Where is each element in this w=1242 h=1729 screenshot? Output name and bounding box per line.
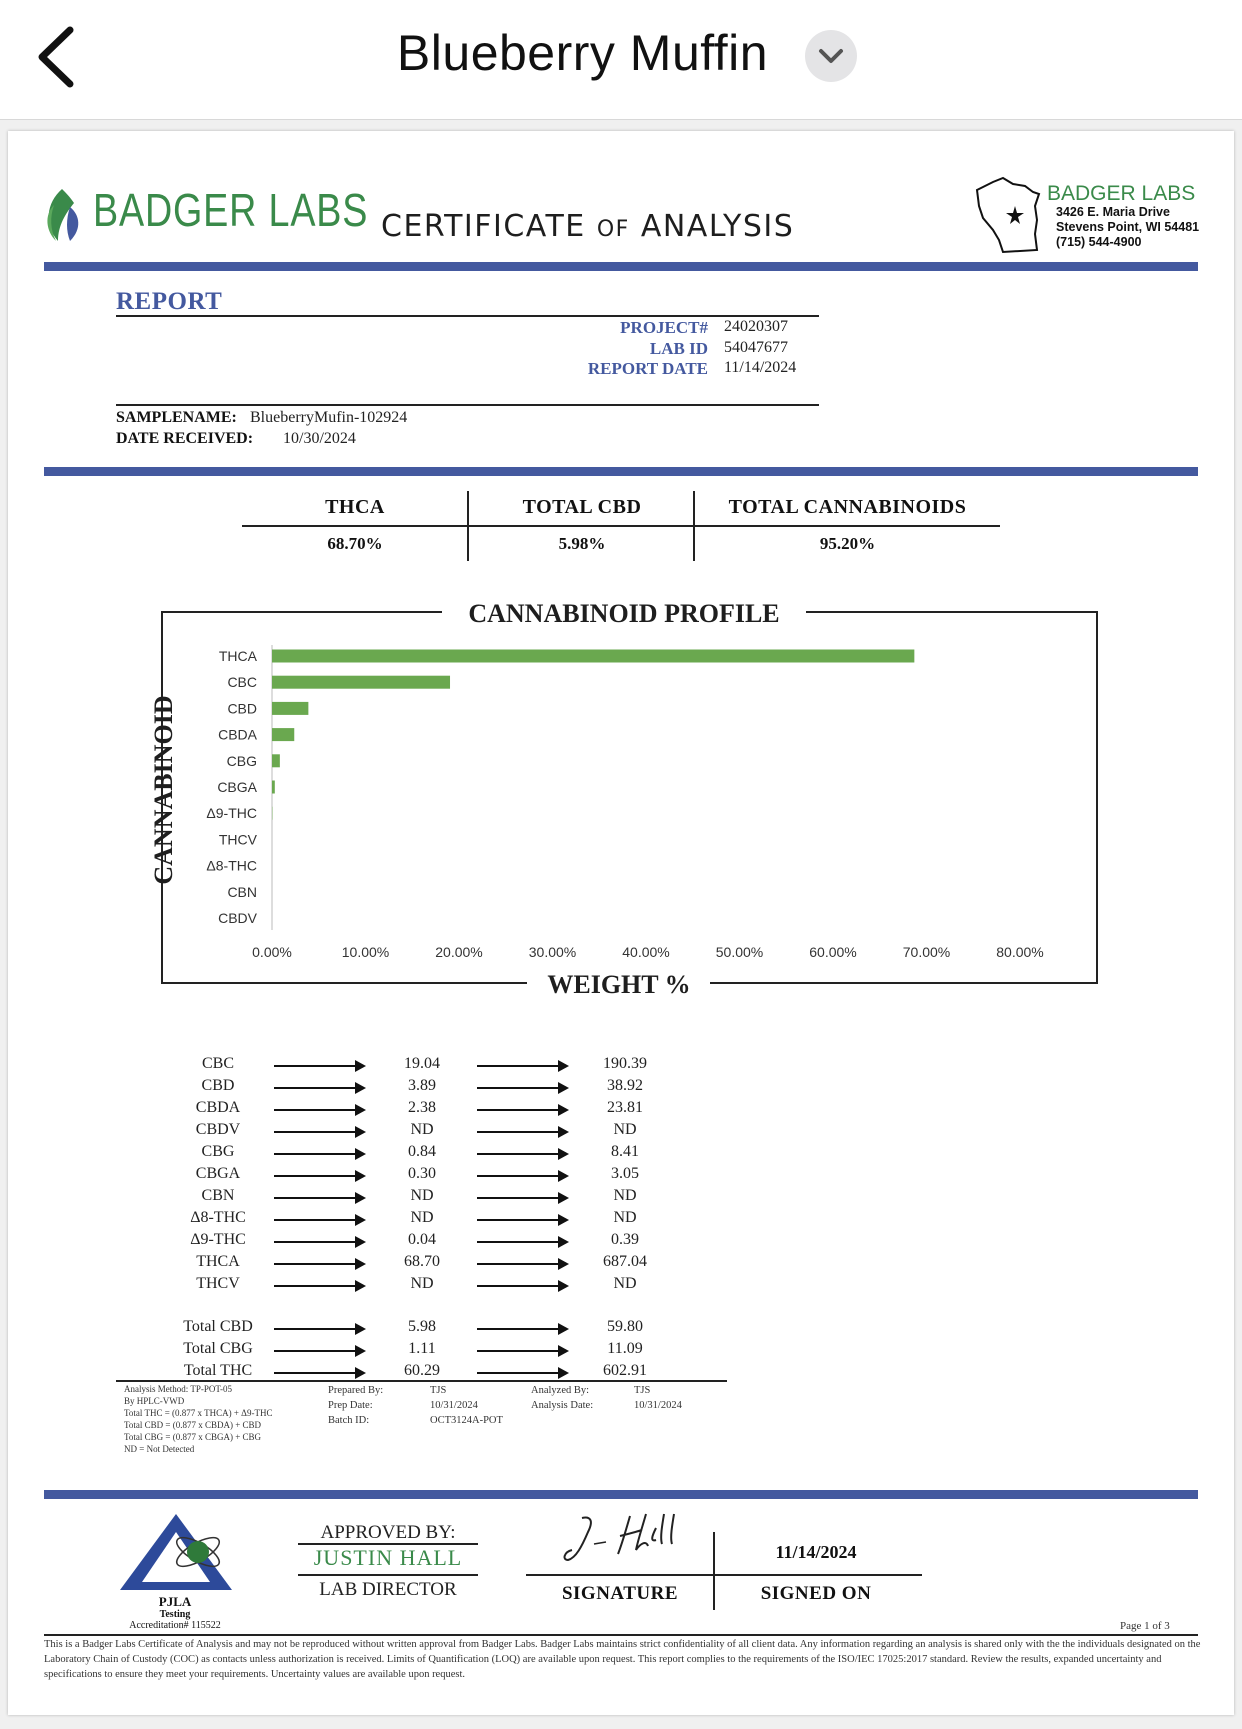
chart-x-tick-label: 50.00% [715,944,764,960]
chart-x-tick-label: 0.00% [252,944,292,960]
table-cell-mg: 8.41 [611,1143,639,1160]
title-word-of: OF [596,217,630,242]
table-cell-cannabinoid: Total CBD [183,1318,253,1335]
accreditation-number: Accreditation# 115522 [129,1620,221,1631]
table-cell-mg: 11.09 [607,1340,643,1357]
table-arrow [274,1328,364,1330]
table-cell-weight: ND [410,1187,434,1204]
table-arrow [477,1263,567,1265]
table-arrow [274,1197,364,1199]
chart-bar [272,781,275,794]
table-cell-mg: 23.81 [607,1099,643,1116]
lab-id-label: LAB ID [649,339,708,358]
analyzed-by-label: Analyzed By: [531,1385,590,1396]
table-cell-mg: 3.05 [611,1165,639,1182]
table-cell-cannabinoid: Δ9-THC [190,1231,246,1248]
table-cell-cannabinoid: Total THC [183,1362,253,1379]
summary-thca-value: 68.70% [327,534,383,553]
table-cell-weight: ND [410,1275,434,1292]
chart-x-label: WEIGHT % [547,970,691,999]
table-arrow [477,1285,567,1287]
table-cell-cannabinoid: Total CBG [183,1340,253,1357]
table-cell-cannabinoid: CBDV [195,1121,241,1138]
samplename-value: BlueberryMufin-102924 [250,409,408,426]
table-arrow [274,1219,364,1221]
table-cell-weight: 3.89 [408,1077,436,1094]
chart-x-tick-label: 30.00% [528,944,577,960]
disclaimer-rule [44,1634,1198,1636]
summary-total-cannabinoids-label: TOTAL CANNABINOIDS [728,496,967,518]
table-cell-mg: ND [613,1209,637,1226]
table-arrow [274,1175,364,1177]
table-cell-weight: 1.11 [408,1340,436,1357]
batch-value: OCT3124A-POT [430,1415,503,1426]
chart-category-label: Δ8-THC [206,857,257,874]
signature-rule [526,1574,922,1576]
table-cell-mg: 0.39 [611,1231,639,1248]
table-arrow [477,1131,567,1133]
title-word-analysis: ANALYSIS [640,209,795,244]
method-note: By HPLC-VWD [124,1396,185,1406]
chart-category-label: THCV [218,831,257,848]
prepared-by-value: TJS [430,1385,447,1396]
table-cell-mg: 687.04 [603,1253,647,1270]
table-arrow [274,1131,364,1133]
chart-category-label: THCA [218,648,257,664]
table-arrow [477,1087,567,1089]
address-phone: (715) 544-4900 [1056,235,1142,249]
prep-date-label: Prep Date: [328,1400,373,1411]
batch-label: Batch ID: [328,1415,370,1426]
table-arrow [477,1372,567,1374]
report-heading: REPORT [116,288,223,315]
table-cell-mg: 38.92 [607,1077,643,1094]
table-cell-weight: 5.98 [408,1318,436,1335]
approved-by-label: APPROVED BY: [320,1522,456,1543]
table-arrow [477,1219,567,1221]
table-cell-cannabinoid: CBC [201,1055,234,1072]
chart-title: CANNABINOID PROFILE [468,599,780,628]
summary-total-cannabinoids-value: 95.20% [819,534,876,553]
document-title: Blueberry Muffin [396,25,769,81]
chart-bar [272,702,308,715]
table-arrow [274,1065,364,1067]
chart-category-label: CBC [227,674,257,691]
chart-x-tick-label: 10.00% [341,944,390,960]
title-word-certificate: CERTIFICATE [381,209,586,244]
chart-bar [272,676,450,689]
table-header-cannabinoid: CANNABINOID [157,1031,279,1048]
table-cell-weight: 2.38 [408,1099,436,1116]
signature-label: SIGNATURE [561,1583,679,1604]
table-arrow [477,1350,567,1352]
method-note: ND = Not Detected [124,1444,195,1454]
table-arrow [274,1350,364,1352]
project-value: 24020307 [724,318,788,335]
table-arrow [274,1285,364,1287]
chart-x-tick-label: 80.00% [996,944,1044,960]
table-arrow [274,1372,364,1374]
chart-category-label: CBDV [218,910,257,926]
chart-category-label: CBG [226,752,257,769]
table-arrow [477,1175,567,1177]
table-arrow [274,1109,364,1111]
table-header-mg: MG/G [602,1031,649,1048]
table-arrow [477,1109,567,1111]
table-cell-weight: 0.30 [408,1165,436,1182]
signed-on-label: SIGNED ON [760,1583,872,1604]
table-cell-cannabinoid: CBD [201,1077,235,1094]
chart-bar [272,728,294,741]
table-arrow [274,1263,364,1265]
table-cell-weight: 0.84 [408,1143,436,1160]
table-arrow [477,1197,567,1199]
signature-divider [713,1532,715,1610]
table-cell-cannabinoid: THCV [196,1275,240,1292]
table-cell-weight: 60.29 [404,1362,440,1379]
chart-bar [272,650,914,663]
method-note: Total CBG = (0.877 x CBGA) + CBG [124,1432,262,1442]
chart-category-label: CBN [227,883,257,900]
table-arrow [274,1153,364,1155]
chart-frame-right [710,612,1097,983]
table-cell-weight: 0.04 [408,1231,436,1248]
samplename-label: SAMPLENAME: [116,409,237,426]
chart-category-label: CBD [227,700,257,717]
chart-x-tick-label: 40.00% [622,944,670,960]
address-street: 3426 E. Maria Drive [1056,205,1170,219]
table-cell-mg: ND [613,1275,637,1292]
chart-category-label: Δ9-THC [206,805,257,822]
chart-x-tick-label: 20.00% [435,944,483,960]
address-city: Stevens Point, WI 54481 [1056,220,1200,234]
pjla-label: PJLA [158,1594,192,1609]
table-arrow [477,1065,567,1067]
project-label: PROJECT# [620,318,708,337]
lab-id-value: 54047677 [724,339,788,356]
table-bottom-rule [116,1380,727,1382]
summary-total-cbd-value: 5.98% [558,534,606,553]
table-arrow [274,1241,364,1243]
table-cell-mg: 602.91 [603,1362,647,1379]
table-arrow [477,1153,567,1155]
method-note: Total CBD = (0.877 x CBDA) + CBD [124,1420,262,1430]
footer-divider [44,1490,1198,1499]
table-arrow [274,1087,364,1089]
approver-role: LAB DIRECTOR [319,1579,457,1600]
chart-x-tick-label: 70.00% [902,944,951,960]
chart-category-label: CBGA [217,779,257,795]
prep-date-value: 10/31/2024 [430,1400,478,1411]
table-cell-weight: ND [410,1209,434,1226]
table-cell-weight: 68.70 [404,1253,440,1270]
report-date-value: 11/14/2024 [724,359,797,376]
table-cell-weight: ND [410,1121,434,1138]
table-cell-cannabinoid: THCA [196,1253,240,1270]
signed-on-date: 11/14/2024 [775,1542,857,1562]
table-arrow [477,1328,567,1330]
method-note: Total THC = (0.877 x THCA) + Δ9-THC [124,1408,273,1418]
table-cell-weight: 19.04 [404,1055,440,1072]
chart-y-label: CANNABINOID [149,695,178,885]
analyzed-by-value: TJS [634,1385,651,1396]
table-cell-mg: ND [613,1187,637,1204]
report-date-label: REPORT DATE [587,359,708,378]
signature-image [560,1510,690,1570]
table-cell-mg: 59.80 [607,1318,643,1335]
badger-labs-wordmark: BADGER LABS [93,184,369,236]
summary-thca-label: THCA [325,496,385,518]
table-cell-cannabinoid: CBGA [195,1165,241,1182]
chart-bar [272,754,280,767]
address-lab-name: BADGER LABS [1047,182,1196,205]
table-cell-cannabinoid: CBDA [195,1099,241,1116]
chart-category-label: CBDA [218,726,257,743]
approver-name: JUSTIN HALL [313,1545,463,1570]
table-header-weight: WEIGHT (%) [370,1031,474,1048]
disclaimer-text: This is a Badger Labs Certificate of Analysis and may not be reproduced without written approval from Badger Labs. Badger Labs maintains strict confidentiality of all client data. Any information regarding an analysis is shared only with the the individuals designated on the Laboratory Chain of Custody (COC) as contacts unless authorization is received. Limits of Quantification (LOQ) are available upon request. This report complies to the requirements of the ISO/IEC 17025:2017 standard. Review the results, expanded uncertainty and specifications to ensure they meet your requirements. Uncertainty values are available upon request. [44,1639,1201,1680]
approver-rule-bottom [298,1574,478,1576]
table-cell-mg: 190.39 [603,1055,647,1072]
analysis-date-label: Analysis Date: [531,1400,594,1411]
date-received-value: 10/30/2024 [283,430,356,447]
chart-frame-left [162,612,527,983]
summary-total-cbd-label: TOTAL CBD [522,496,642,518]
page-number: Page 1 of 3 [1120,1620,1170,1632]
date-received-label: DATE RECEIVED: [116,430,254,447]
table-cell-cannabinoid: CBG [201,1143,235,1160]
analysis-date-value: 10/31/2024 [634,1400,682,1411]
method-note: Analysis Method: TP-POT-05 [124,1384,233,1394]
chart-x-tick-label: 60.00% [809,944,857,960]
prepared-by-label: Prepared By: [328,1385,384,1396]
table-cell-cannabinoid: Δ8-THC [190,1209,246,1226]
table-cell-mg: ND [613,1121,637,1138]
table-cell-cannabinoid: CBN [201,1187,235,1204]
pjla-testing: Testing [159,1609,191,1620]
table-arrow [477,1241,567,1243]
